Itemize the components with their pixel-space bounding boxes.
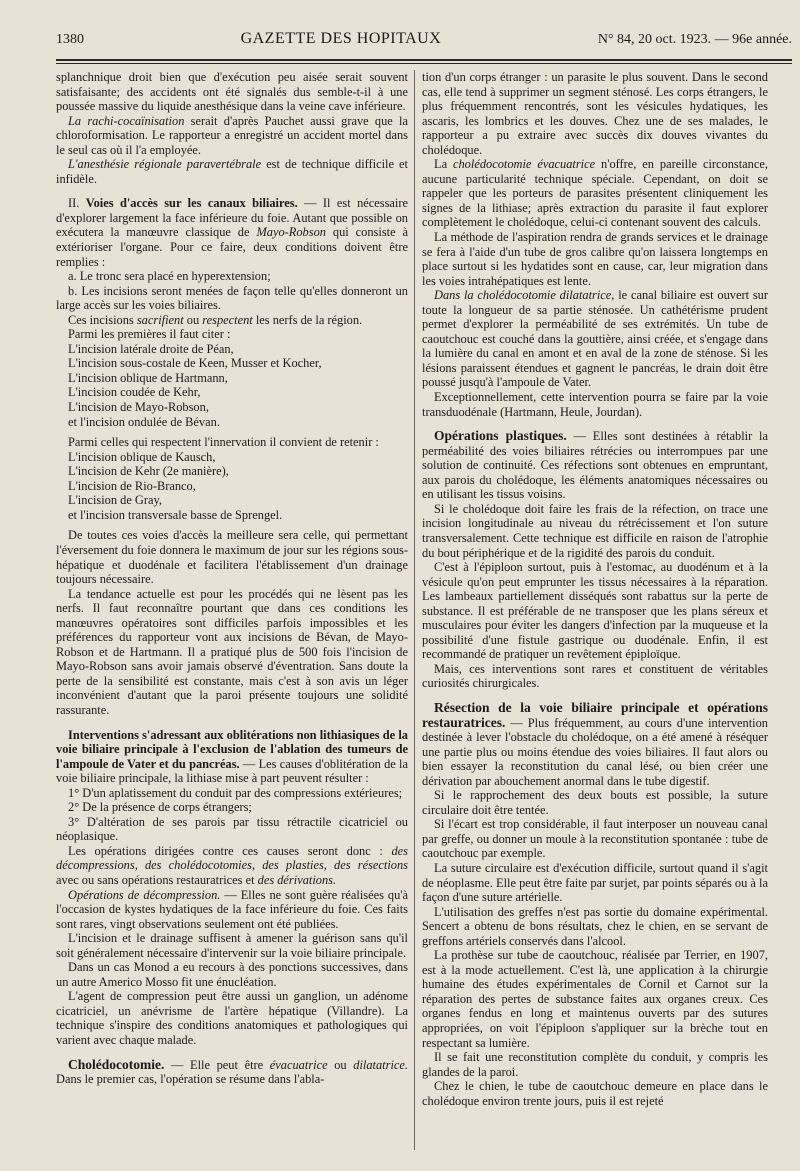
condition-a: a. Le tronc sera placé en hyperextension; [68, 269, 271, 284]
list-item: L'incision de Kehr (2e manière), [68, 464, 229, 479]
paragraph: Si le rapprochement des deux bouts est possible, la suture circulaire doit être tentée. [422, 788, 768, 817]
paragraph: Les opérations dirigées contre ces causes seront donc : des décompressions, des cholédocotomies, des plasties, des résections avec ou sans opérations restauratrices et des dérivations. [56, 843, 408, 887]
list-item: L'incision de Mayo-Robson, [68, 400, 209, 415]
section-heading-plastiques: Opérations plastiques. — Elles sont destinées à rétablir la perméabilité des voies biliaires rétrécies ou interrompues par une solution de continuité. Ces réfections sont obtenues en empruntant, aux parois du cholédoque, les éléments anatomiques nécessaires ou en utilisant les tissus voisins. [422, 428, 768, 502]
paragraph: Dans un cas Monod a eu recours à des ponctions successives, dans un autre Americo Mosso fit une énucléation. [56, 960, 408, 989]
section-heading-interventions: Interventions s'adressant aux oblitérations non lithiasiques de la voie biliaire principale à l'exclusion de l'ablation des tumeurs de l'ampoule de Vater et du pancréas. — Les causes d'oblitération de la voie biliaire principale, la lithiase mise à part peuvent résulter : [56, 727, 408, 786]
header-rule-thin [56, 63, 792, 64]
list-intro: Parmi les premières il faut citer : [68, 327, 231, 342]
paragraph: La méthode de l'aspiration rendra de grands services et le drainage se fera à l'aide d'un tube de gros calibre qu'on laissera longtemps en place surtout si les hydatides sont en cause, car, leur migration dans les voies intrahépatiques est lente. [422, 230, 768, 288]
paragraph: L'incision et le drainage suffisent à amener la guérison sans qu'il soit généralement nécessaire d'intervenir sur la voie biliaire principale. [56, 931, 408, 960]
paragraph: Chez le chien, le tube de caoutchouc demeure en place dans le cholédoque environ trente jours, puis il est rejeté [422, 1079, 768, 1108]
list-intro: Parmi celles qui respectent l'innervation il convient de retenir : [68, 435, 379, 450]
condition-b: b. Les incisions seront menées de façon telle qu'elles donneront un large accès sur les voies biliaires. [56, 283, 408, 313]
section-heading-choledocotomie: Cholédocotomie. — Elle peut être évacuatrice ou dilatatrice. Dans le premier cas, l'opération se résume dans l'abla- [56, 1056, 408, 1087]
list-item: L'incision latérale droite de Péan, [68, 341, 234, 356]
paragraph: Si le cholédoque doit faire les frais de la réfection, on trace une incision longitudinale au niveau du rétrécissement et l'on suture transversalement. Cette technique est difficile en raison de l'atrophie du bout périphérique et de la rigidité des parois du conduit. [422, 501, 768, 560]
paragraph: Mais, ces interventions sont rares et constituent de véritables curiosités chirurgicales. [422, 661, 768, 691]
right-column [422, 70, 768, 1108]
paragraph: La rachi-cocaïnisation serait d'après Pauchet aussi grave que la chloroformisation. Le rapporteur a enregistré un accident mortel dans le seul cas où il l'a employée. [56, 113, 408, 157]
journal-title: GAZETTE DES HOPITAUX [240, 30, 442, 47]
paragraph: L'anesthésie régionale paravertébrale est de technique difficile et infidèle. [56, 157, 409, 186]
column-divider [414, 70, 415, 1150]
section-heading-voies-acces: II. Voies d'accès sur les canaux biliaires. — Il est nécessaire d'explorer largement la face inférieure du foie. Autant que possible on exécutera la manœuvre classique de Mayo-Robson qui consiste à extérioriser l'organe. Pour ce faire, deux conditions doivent être remplies : [56, 196, 409, 269]
list-item: et l'incision ondulée de Bévan. [68, 414, 220, 429]
list-item: L'incision coudée de Kehr, [68, 385, 201, 400]
cause-item: 2° De la présence de corps étrangers; [68, 800, 252, 815]
paragraph: Opérations de décompression. — Elles ne sont guère réalisées qu'à l'occasion de kystes hydatiques de la face inférieure du foie. Ces faits sont rares, vingt observations seulement ont été publiées. [56, 887, 408, 931]
paragraph: La suture circulaire est d'exécution difficile, surtout quand il s'agit de néoplasme. Elle peut être faite par surjet, par points séparés ou à la façon d'une suture artérielle. [422, 860, 768, 905]
paragraph: La tendance actuelle est pour les procédés qui ne lèsent pas les nerfs. Il faut reconnaître pourtant que dans ces conditions les manœuvres opératoires sont difficiles parfois impossibles et les préférences du rapporteur vont aux incisions de Bévan, de Mayo-Robson et de Hartmann. Il a pratiqué plus de 500 fois l'incision de Mayo-Robson sans avoir jamais observé d'éventration. Sans doute la perte de la sensibilité est constante, mais c'est à son avis un léger inconvénient d'autant que la paroi présente toujours une solidité rassurante. [56, 586, 408, 717]
list-item: L'incision de Rio-Branco, [68, 478, 196, 493]
paragraph: De toutes ces voies d'accès la meilleure sera celle, qui permettant l'éversement du foie donnera le maximum de jour sur les régions sous-hépatique et duodénale et facilitera l'établissement d'un drainage toujours nécessaire. [56, 528, 408, 587]
paragraph: La cholédocotomie évacuatrice n'offre, en pareille circonstance, aucune particularité technique spéciale. Cependant, on doit se rappeler que les porteurs de parasites présentent cliniquement les signes de la lithiase; après extraction du parasite il faut explorer complètement le cholédoque, celui-ci contenant souvent des calculs. [422, 157, 768, 230]
paragraph: tion d'un corps étranger : un parasite le plus souvent. Dans le second cas, elle tend à supprimer un segment sténosé. Les corps étrangers, le plus fréquemment rencontrés, sont les vésicules hydatiques, les ascaris, les lombrics et les douves. Chez une de ses malades, le rapporteur a pu extraire avec succès dix douves vivantes du cholédoque. [422, 70, 768, 157]
list-item: L'incision oblique de Kausch, [68, 449, 216, 464]
list-item: L'incision oblique de Hartmann, [68, 370, 228, 385]
cause-item: 3° D'altération de ses parois par tissu rétractile cicatriciel ou néoplasique. [56, 814, 408, 844]
paragraph: Si l'écart est trop considérable, il faut interposer un nouveau canal par greffe, ou donner un moule à la reconstitution spontanée : tube de caoutchouc par exemple. [422, 817, 768, 861]
paragraph: Exceptionnellement, cette intervention pourra se faire par la voie transduodénale (Hartmann, Heule, Jourdan). [422, 390, 768, 419]
paragraph: La prothèse sur tube de caoutchouc, réalisée par Terrier, en 1907, est à la mode actuellement. C'est là, une application à la chirurgie humaine des études expérimentales de Cornil et Carnot sur la réparation des pertes de substance faites aux organes creux. Ces organes fendus en long et maintenus ouverts par des sutures appropriées, on voit l'épiploon s'appliquer sur la brèche tout en respectant sa lumière. [422, 948, 768, 1050]
page-header [56, 30, 792, 56]
paragraph: C'est à l'épiploon surtout, puis à l'estomac, au duodénum et à la vésicule qu'on peut emprunter les tissus nécessaires à la réparation. Les lambeaux partiellement disséqués sont rabattus sur la perte de substance. Il est préférable de ne transposer que les plans séreux et musculaires pour éviter les dangers d'infection par la muqueuse et la possibilité d'une fistule gastrique ou duodénale. Enfin, il est recommandé de pratiquer un revêtement épiploïque. [422, 560, 768, 662]
list-item: L'incision sous-costale de Keen, Musser et Kocher, [68, 356, 322, 371]
paragraph: L'agent de compression peut être aussi un ganglion, un adénome cicatriciel, un anévrisme de l'artère hépatique (Villandre). La technique s'inspire des conditions anatomiques et pathologiques qui varient avec chaque malade. [56, 989, 408, 1047]
header-rule [56, 59, 792, 61]
section-heading-resection: Résection de la voie biliaire principale et opérations restauratrices. — Plus fréquemment, au cours d'une intervention destinée à lever l'obstacle du cholédoque, on a été amené à réséquer une partie plus ou moins étendue des voies biliaires. Il faut alors ou bien essayer la reconstitution du canal lésé, ou bien créer une dérivation par abouchement anormal dans le tube digestif. [422, 699, 768, 788]
cause-item: 1° D'un aplatissement du conduit par des compressions extérieures; [68, 785, 403, 800]
paragraph: Ces incisions sacrifient ou respectent les nerfs de la région. [68, 312, 363, 327]
page-number: 1380 [56, 32, 84, 47]
paragraph: Dans la cholédocotomie dilatatrice, le canal biliaire est ouvert sur toute la longueur de sa partie sténosée. Un cathétérisme prudent permet d'explorer la perméabilité de ses extrémités. Un tube de caoutchouc est couché dans la gouttière, ainsi créée, et s'engage dans la lumière du canal en amont et en aval de la zone de sténose. Si les lésions paraissent étendues et gagnent le pancréas, le drain doit être poussé jusqu'à l'ampoule de Vater. [422, 288, 768, 390]
list-item: et l'incision transversale basse de Sprengel. [68, 507, 283, 522]
issue-info: N° 84, 20 oct. 1923. — 96e année. [597, 32, 792, 47]
paragraph: Il se fait une reconstitution complète du conduit, y compris les glandes de la paroi. [422, 1050, 768, 1079]
list-item: L'incision de Gray, [68, 493, 162, 508]
left-column [56, 70, 408, 1087]
paragraph: L'utilisation des greffes n'est pas sortie du domaine expérimental. Sencert a obtenu de bons résultats, chez le chien, en se servant de greffons artériels conservés dans l'alcool. [422, 904, 768, 948]
paragraph: splanchnique droit bien que d'exécution peu aisée serait souvent satisfaisante; des accidents ont été signalés dus semble-t-il à une poussée massive du liquide anesthésique dans la veine cave inférieure. [56, 70, 408, 114]
